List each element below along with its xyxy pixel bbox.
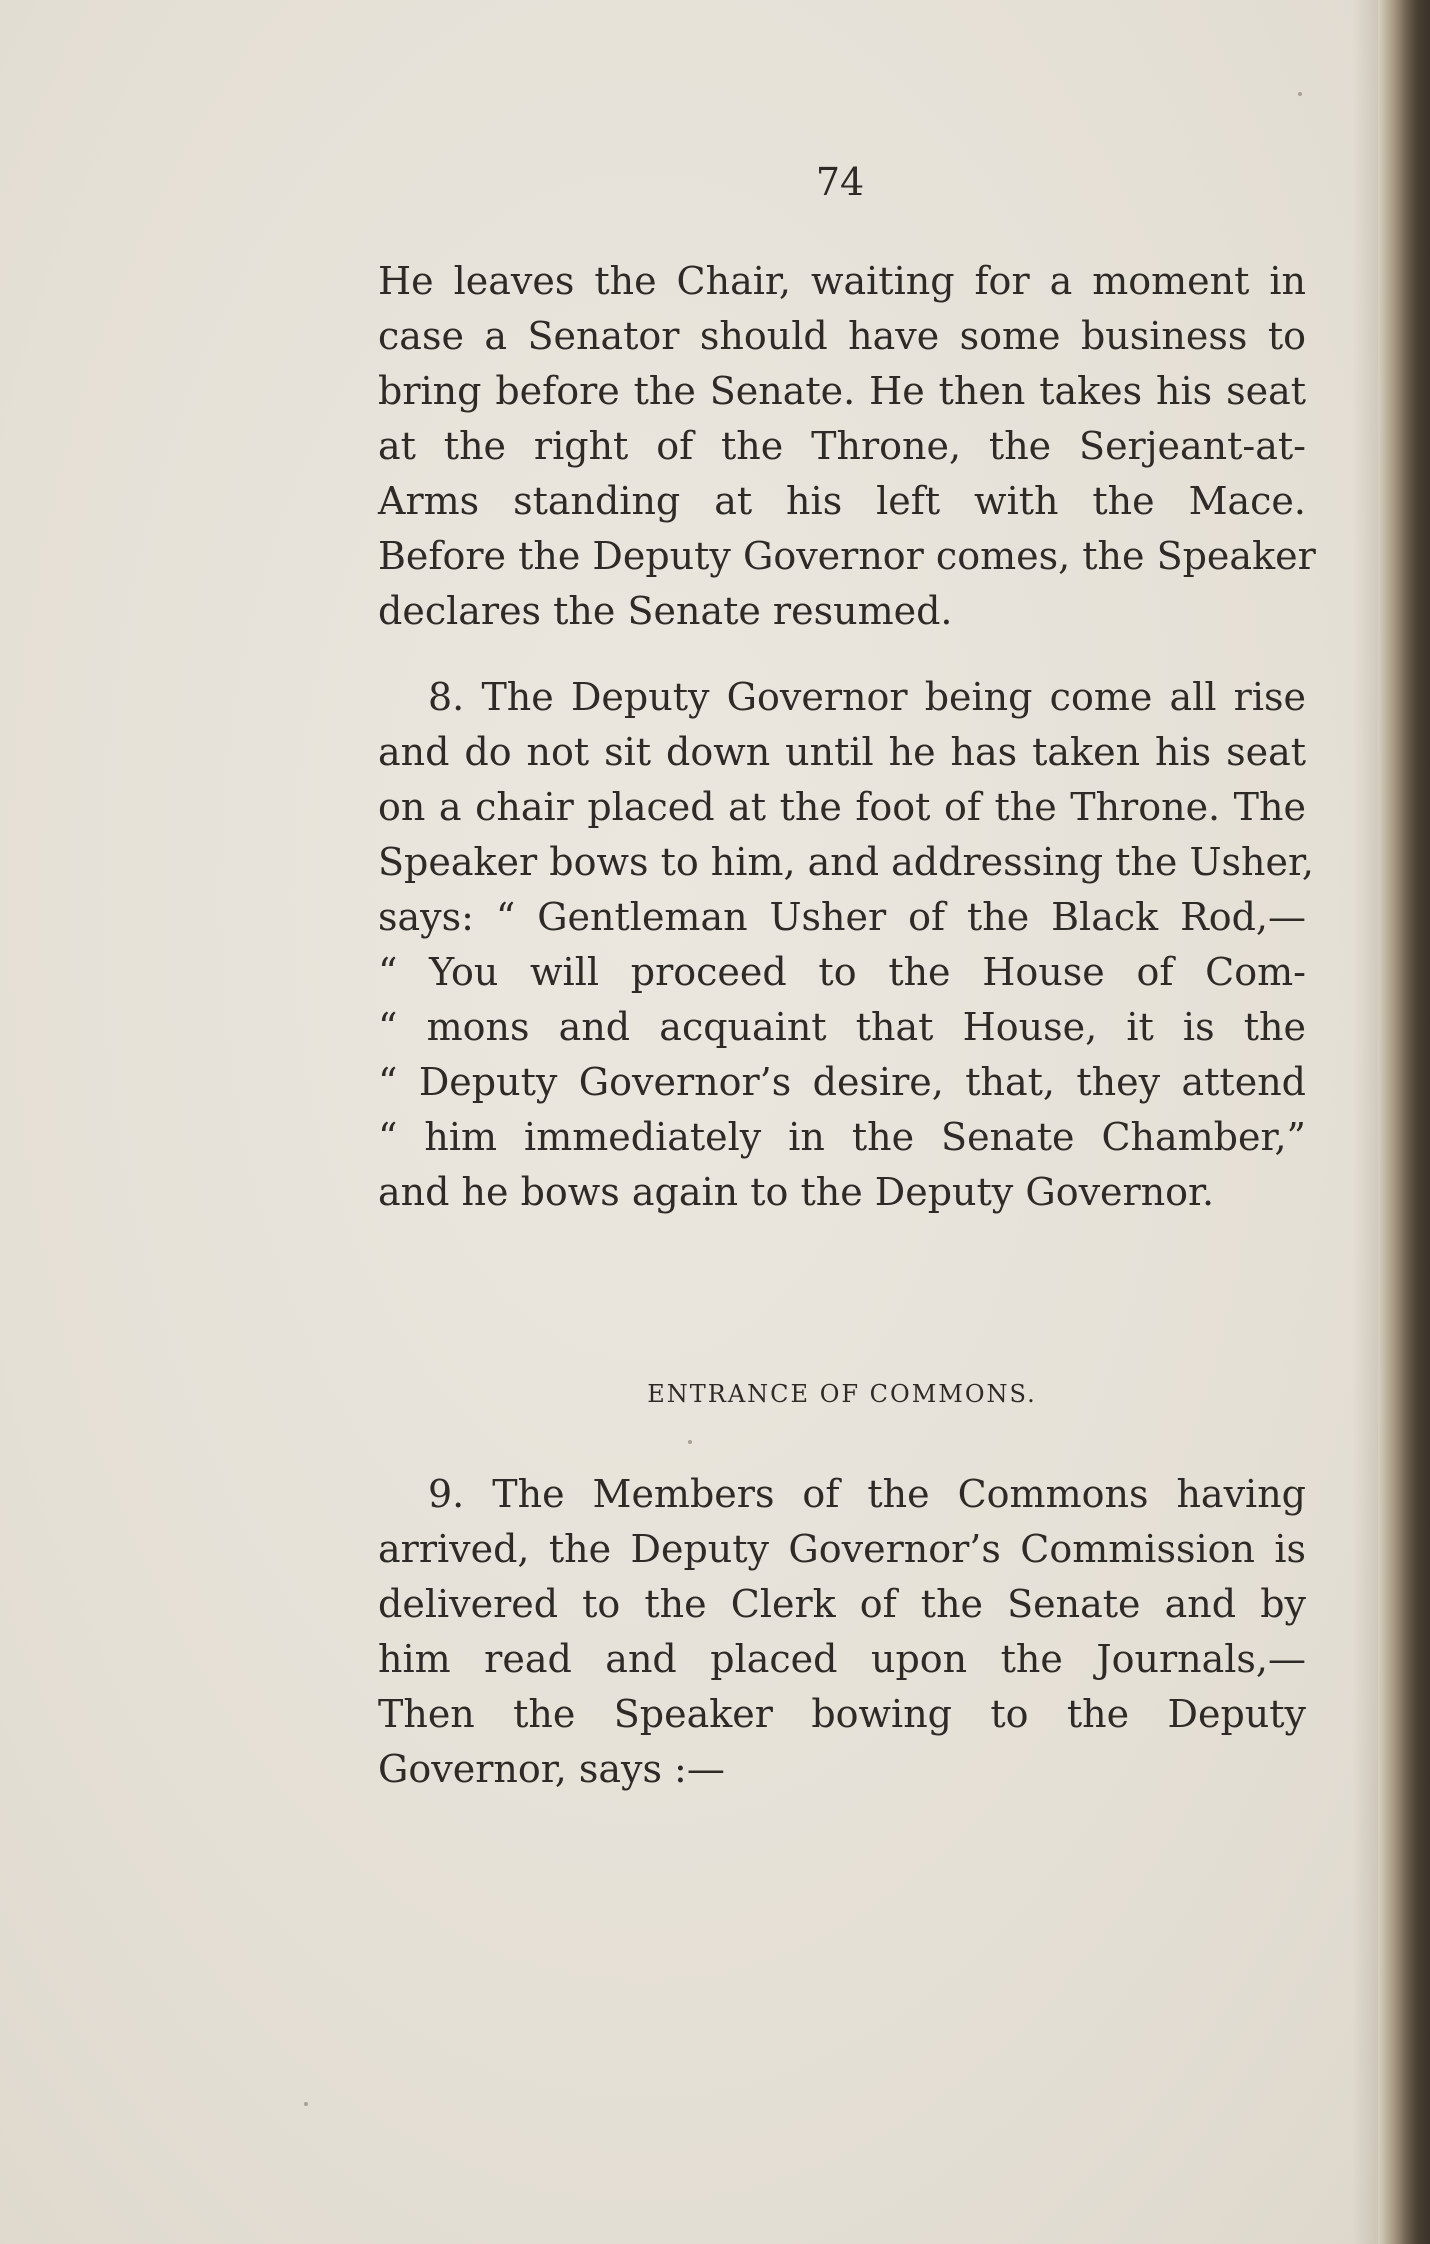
text-line: bring before the Senate. He then takes his seat [378,369,1306,413]
text-line: Speaker bows to him, and addressing the Usher, [378,840,1315,884]
text-line: 8. The Deputy Governor being come all rise [428,675,1306,719]
text-line: Then the Speaker bowing to the Deputy [378,1692,1306,1736]
paper-speck [688,1440,692,1444]
text-line: and he bows again to the Deputy Governor. [378,1170,1215,1214]
text-line: “ You will proceed to the House of Com- [378,950,1306,994]
paper-speck [1298,92,1302,96]
text-line: “ mons and acquaint that House, it is the [378,1005,1306,1049]
paragraph-1 [378,254,1316,639]
page-number: 74 [815,160,865,204]
paper-speck [304,2102,308,2106]
text-line: “ him immediately in the Senate Chamber,” [378,1115,1306,1159]
text-line: says: “ Gentleman Usher of the Black Rod,— [378,895,1306,939]
text-line: at the right of the Throne, the Serjeant-at- [378,424,1306,468]
text-line: 9. The Members of the Commons having [428,1472,1306,1516]
text-line: case a Senator should have some business to [378,314,1306,358]
book-spine [1378,0,1430,2244]
section-heading: ENTRANCE OF COMMONS. [647,1380,1037,1408]
text-line: He leaves the Chair, waiting for a moment in [378,259,1306,303]
text-line: arrived, the Deputy Governor’s Commission is [378,1527,1306,1571]
text-line: Before the Deputy Governor comes, the Speaker [378,534,1316,578]
text-line: “ Deputy Governor’s desire, that, they attend [378,1060,1306,1104]
text-line: declares the Senate resumed. [378,589,953,633]
paragraph-9 [378,1467,1306,1797]
text-line: Arms standing at his left with the Mace. [378,479,1306,523]
text-line: and do not sit down until he has taken his seat [378,730,1306,774]
text-line: on a chair placed at the foot of the Throne. The [378,785,1306,829]
paragraph-8 [378,670,1315,1220]
text-line: Governor, says :— [378,1747,725,1791]
page-gutter-shadow [1352,0,1378,2244]
text-line: delivered to the Clerk of the Senate and by [378,1582,1306,1626]
text-line: him read and placed upon the Journals,— [378,1637,1306,1681]
